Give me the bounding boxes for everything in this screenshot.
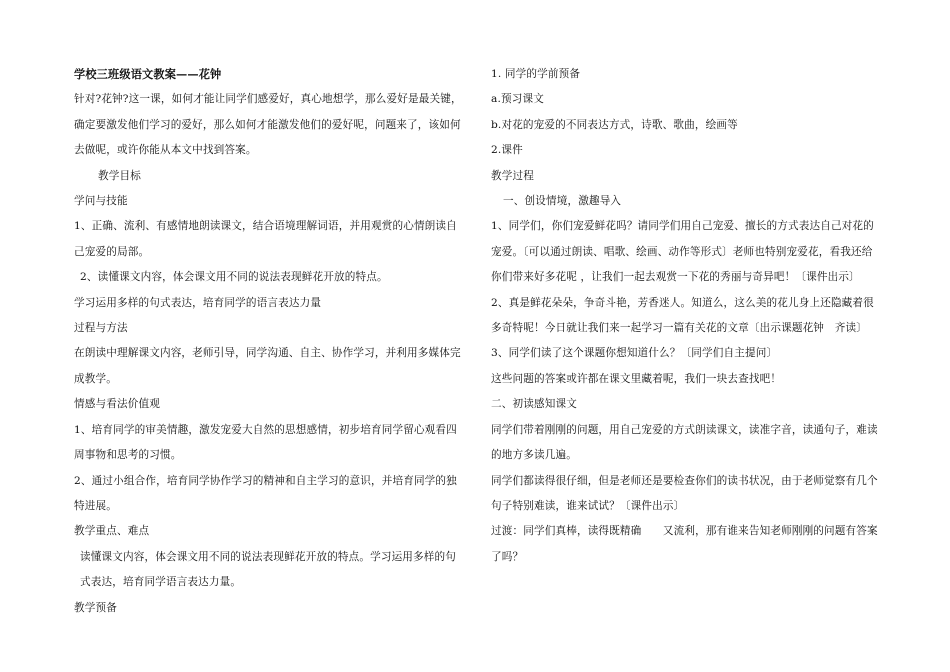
prep-item-1a: a.预习课文 <box>491 93 544 106</box>
right-column <box>491 62 879 570</box>
prep-item-1: 1. 同学的学前预备 <box>491 68 581 80</box>
part1-item-4: 这些问题的答案或许都在课文里藏着呢，我们一块去查找吧！ <box>491 372 782 385</box>
left-column <box>74 62 466 621</box>
part1-heading: 一、创设情境，激趣导入 <box>503 195 622 208</box>
emotion-item-1: 1、培育同学的审美情趣，激发宠爱大自然的思想感情，初步培育同学留心观看四周事物和思考的习惯。 <box>74 423 457 462</box>
prep-item-2: 2.课件 <box>491 144 523 157</box>
key-points-paragraph: 读懂课文内容，体会课文用不同的说法表现鲜花开放的特点。学习运用多样的句式表达，培育同学语言表达力量。 <box>80 550 457 589</box>
knowledge-item-2: 2、读懂课文内容，体会课文用不同的说法表现鲜花开放的特点。 <box>80 271 388 284</box>
part2-item-3: 过渡：同学们真棒，读得既精确 又流利，那有谁来告知老师刚刚的问题有答案了吗？ <box>491 525 878 563</box>
emotion-heading: 情感与看法价值观 <box>74 398 160 411</box>
part1-item-1: 1、同学们，你们宠爱鲜花吗？请同学们用自己宠爱、擅长的方式表达自己对花的宠爱。〔可以通过朗读、唱歌、绘画、动作等形式〕老师也特别宠爱花，看我还给你们带来好多花呢 ，让我们一起去观赏一下花的秀丽与奇异吧！〔课件出示〕 <box>491 220 874 284</box>
emotion-item-2: 2、通过小组合作，培育同学协作学习的精神和自主学习的意识，并培育同学的独特进展。 <box>74 474 457 512</box>
part2-item-2: 同学们都读得很仔细，但是老师还是要检查你们的读书状况，由于老师觉察有几个句子特别难读，谁来试试？〔课件出示〕 <box>491 474 878 512</box>
knowledge-heading: 学问与技能 <box>74 195 128 208</box>
prep-item-1b: b.对花的宠爱的不同表达方式，诗歌、歌曲，绘画等 <box>491 118 738 131</box>
process-paragraph: 在朗读中理解课文内容，老师引导，同学沟通、自主、协作学习，并利用多媒体完成教学。 <box>74 347 461 385</box>
knowledge-item-3: 学习运用多样的句式表达，培育同学的语言表达力量 <box>74 296 322 309</box>
key-points-heading: 教学重点、难点 <box>74 525 150 538</box>
knowledge-item-1: 1、正确、流利、有感情地朗读课文，结合语境理解词语，并用观赏的心情朗读自己宠爱的局部。 <box>74 220 457 258</box>
part2-heading: 二、初读感知课文 <box>491 398 577 411</box>
procedure-heading: 教学过程 <box>491 169 534 182</box>
preparation-heading: 教学预备 <box>74 601 117 614</box>
part1-item-2: 2、真是鲜花朵朵，争奇斗艳，芳香迷人。知道么，这么美的花儿身上还隐藏着很多奇特呢！今日就让我们来一起学习一篇有关花的文章〔出示课题花钟 齐读〕 <box>491 296 874 335</box>
part2-item-1: 同学们带着刚刚的问题，用自己宠爱的方式朗读课文，读准字音，读通句子，难读的地方多读几遍。 <box>491 423 878 462</box>
intro-paragraph: 针对?花钟?这一课，如何才能让同学们感爱好，真心地想学，那么爱好是最关键，确定要激发他们学习的爱好，那么如何才能激发他们的爱好呢，问题来了，该如何去做呢，或许你能从本文中找到答案。 <box>74 93 462 157</box>
document-title: 学校三班级语文教案——花钟 <box>74 67 222 81</box>
part1-item-3: 3、同学们读了这个课题你想知道什么？〔同学们自主提问〕 <box>491 347 778 360</box>
process-heading: 过程与方法 <box>74 322 128 335</box>
goals-heading: 教学目标 <box>98 169 141 182</box>
